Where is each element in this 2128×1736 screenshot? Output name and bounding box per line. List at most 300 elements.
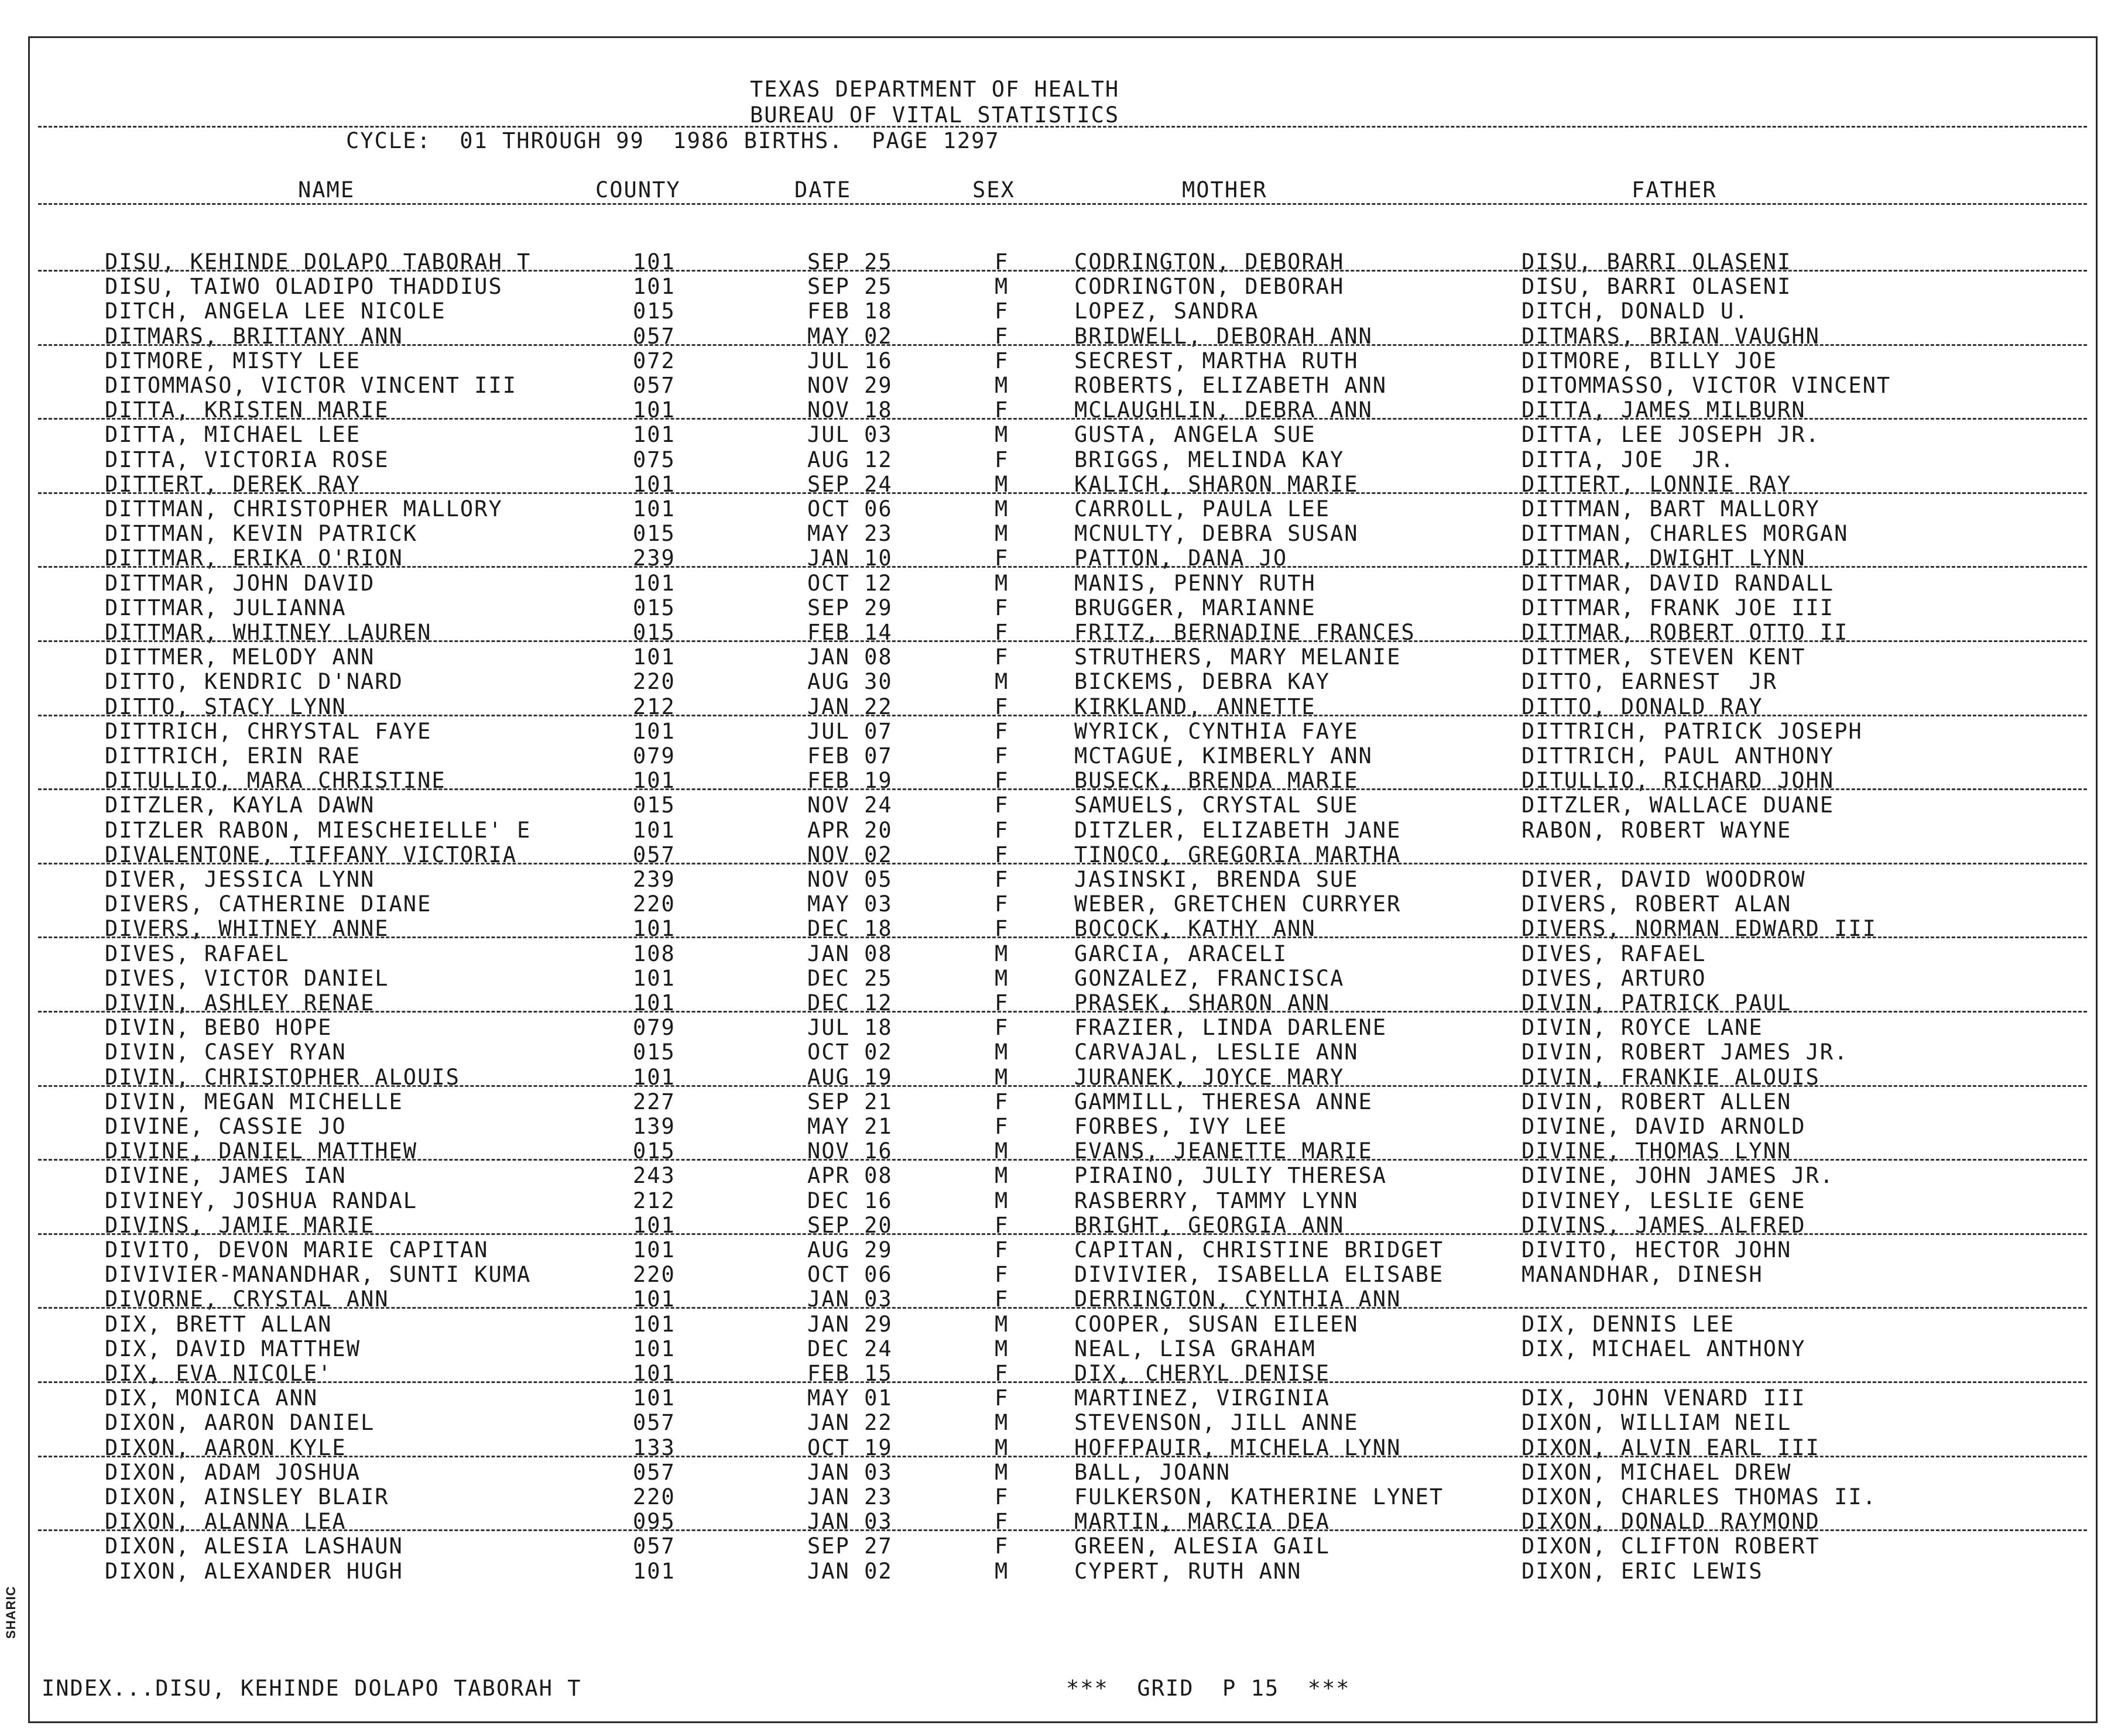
cell-name: DIXON, AINSLEY BLAIR (105, 1484, 389, 1509)
cell-mother: PATTON, DANA JO (1074, 545, 1288, 571)
cell-date: FEB 07 (807, 743, 893, 768)
table-row (30, 448, 2099, 472)
cell-name: DITMARS, BRITTANY ANN (105, 323, 403, 349)
cell-father: DIXON, ERIC LEWIS (1522, 1558, 1763, 1584)
table-row (30, 744, 2099, 768)
cell-date: SEP 25 (807, 249, 893, 275)
cell-date: SEP 29 (807, 595, 893, 620)
footer-grid-label: *** GRID P 15 *** (1066, 1676, 1351, 1701)
cell-mother: MCTAGUE, KIMBERLY ANN (1074, 743, 1373, 768)
cell-date: JAN 08 (807, 941, 893, 966)
cell-father: DIVES, RAFAEL (1522, 941, 1706, 966)
cell-county: 057 (633, 1459, 676, 1485)
cell-father: DIVIN, ROBERT JAMES JR. (1522, 1039, 1849, 1065)
cell-date: OCT 06 (807, 1262, 893, 1288)
cell-county: 095 (633, 1509, 676, 1535)
cell-mother: EVANS, JEANETTE MARIE (1074, 1138, 1373, 1164)
cell-sex: F (995, 1385, 1009, 1411)
cell-name: DIX, MONICA ANN (105, 1385, 318, 1411)
cell-father: DIVITO, HECTOR JOHN (1522, 1237, 1792, 1262)
cell-county: 101 (633, 422, 676, 448)
cell-date: JAN 22 (807, 694, 893, 719)
cell-date: MAY 01 (807, 1385, 893, 1411)
cell-county: 079 (633, 1015, 676, 1041)
cell-sex: M (995, 1558, 1009, 1584)
cell-sex: F (995, 1237, 1009, 1262)
cell-date: JAN 03 (807, 1509, 893, 1535)
cell-sex: F (995, 867, 1009, 892)
cell-mother: NEAL, LISA GRAHAM (1074, 1336, 1316, 1361)
cell-county: 243 (633, 1163, 676, 1189)
cell-name: DISU, KEHINDE DOLAPO TABORAH T (105, 249, 532, 275)
cell-name: DIVIVIER-MANANDHAR, SUNTI KUMA (105, 1262, 532, 1288)
cell-date: JAN 08 (807, 644, 893, 670)
row-separator (38, 1011, 2087, 1013)
cell-date: OCT 19 (807, 1435, 893, 1460)
cell-father: DIVINE, JOHN JAMES JR. (1522, 1163, 1835, 1189)
cell-sex: M (995, 1039, 1009, 1065)
cell-mother: GAMMILL, THERESA ANNE (1074, 1089, 1373, 1114)
cell-father: DITTRICH, PAUL ANTHONY (1522, 743, 1835, 768)
cell-name: DIVIN, MEGAN MICHELLE (105, 1089, 403, 1114)
cell-mother: COOPER, SUSAN EILEEN (1074, 1311, 1359, 1337)
row-separator (38, 1085, 2087, 1087)
cell-name: DITOMMASO, VICTOR VINCENT III (105, 373, 518, 398)
cell-name: DIVIN, CASEY RYAN (105, 1039, 347, 1065)
table-row (30, 1189, 2099, 1213)
table-row (30, 275, 2099, 299)
cell-sex: M (995, 941, 1009, 966)
cell-name: DITTMAN, CHRISTOPHER MALLORY (105, 496, 503, 522)
cell-date: FEB 18 (807, 299, 893, 324)
cell-name: DITTMAR, JOHN DAVID (105, 570, 375, 596)
cell-date: APR 08 (807, 1163, 893, 1189)
cell-name: DIX, DAVID MATTHEW (105, 1336, 361, 1361)
cell-mother: SAMUELS, CRYSTAL SUE (1074, 792, 1359, 818)
cell-name: DIVES, VICTOR DANIEL (105, 965, 389, 991)
table-row (30, 645, 2099, 670)
cell-name: DITTMAR, ERIKA O'RION (105, 545, 403, 571)
cell-county: 227 (633, 1089, 676, 1114)
row-separator (38, 344, 2087, 346)
cell-father: DITTMAR, FRANK JOE III (1522, 595, 1835, 620)
table-row (30, 1238, 2099, 1262)
table-row (30, 1559, 2099, 1584)
cell-name: DIVINE, JAMES IAN (105, 1163, 347, 1189)
cell-sex: F (995, 1114, 1009, 1139)
cell-name: DIVINEY, JOSHUA RANDAL (105, 1188, 418, 1213)
cell-mother: FRITZ, BERNADINE FRANCES (1074, 620, 1416, 645)
cell-date: AUG 30 (807, 669, 893, 695)
cell-father: DIXON, ALVIN EARL III (1522, 1435, 1820, 1460)
cell-sex: M (995, 471, 1009, 497)
row-separator (38, 715, 2087, 716)
cell-sex: M (995, 373, 1009, 398)
row-separator (38, 640, 2087, 642)
table-row (30, 942, 2099, 966)
cell-sex: F (995, 817, 1009, 843)
cell-sex: F (995, 1212, 1009, 1238)
table-row (30, 1411, 2099, 1435)
cell-father: DIVINEY, LESLIE GENE (1522, 1188, 1806, 1213)
cell-county: 072 (633, 348, 676, 373)
cell-date: APR 20 (807, 817, 893, 843)
cell-mother: ROBERTS, ELIZABETH ANN (1074, 373, 1387, 398)
cell-sex: M (995, 422, 1009, 448)
cell-father: DITTA, JOE JR. (1522, 447, 1735, 472)
cell-county: 101 (633, 817, 676, 843)
cell-name: DITTO, STACY LYNN (105, 694, 347, 719)
row-separator (38, 1529, 2087, 1531)
cell-date: JUL 16 (807, 348, 893, 373)
cell-father: DIVINE, DAVID ARNOLD (1522, 1114, 1806, 1139)
cell-county: 015 (633, 299, 676, 324)
cell-date: FEB 14 (807, 620, 893, 645)
row-separator (38, 788, 2087, 790)
cell-county: 101 (633, 1212, 676, 1238)
cell-county: 101 (633, 1064, 676, 1090)
cell-county: 101 (633, 249, 676, 275)
cell-sex: F (995, 644, 1009, 670)
cell-county: 101 (633, 768, 676, 794)
table-row (30, 1386, 2099, 1411)
cell-county: 239 (633, 545, 676, 571)
cell-date: OCT 02 (807, 1039, 893, 1065)
cell-date: OCT 06 (807, 496, 893, 522)
cell-name: DITTRICH, CHRYSTAL FAYE (105, 718, 432, 744)
cell-mother: TINOCO, GREGORIA MARTHA (1074, 842, 1401, 867)
cell-county: 057 (633, 323, 676, 349)
cell-county: 101 (633, 1558, 676, 1584)
cell-sex: F (995, 1361, 1009, 1386)
cell-county: 101 (633, 496, 676, 522)
cell-date: JAN 03 (807, 1459, 893, 1485)
cell-name: DITTO, KENDRIC D'NARD (105, 669, 403, 695)
cell-name: DITTRICH, ERIN RAE (105, 743, 361, 768)
agency-title: TEXAS DEPARTMENT OF HEALTH (750, 77, 1120, 102)
row-separator (38, 1456, 2087, 1457)
cell-date: DEC 18 (807, 916, 893, 942)
cell-sex: M (995, 1311, 1009, 1337)
cell-name: DIVITO, DEVON MARIE CAPITAN (105, 1237, 489, 1262)
cell-name: DIVERS, WHITNEY ANNE (105, 916, 389, 942)
cell-name: DIVIN, ASHLEY RENAE (105, 990, 375, 1015)
table-row (30, 596, 2099, 620)
document-sheet (28, 36, 2098, 1723)
row-separator (38, 936, 2087, 938)
cell-county: 108 (633, 941, 676, 966)
cell-father: DIVINS, JAMES ALFRED (1522, 1212, 1806, 1238)
cell-date: FEB 19 (807, 768, 893, 794)
cell-father: DIVIN, FRANKIE ALOUIS (1522, 1064, 1820, 1090)
cell-sex: F (995, 1089, 1009, 1114)
table-row (30, 299, 2099, 324)
cell-father: DITTMAN, BART MALLORY (1522, 496, 1820, 522)
table-row (30, 349, 2099, 373)
cell-date: DEC 12 (807, 990, 893, 1015)
cell-father: DITZLER, WALLACE DUANE (1522, 792, 1835, 818)
cell-father: DIVIN, ROBERT ALLEN (1522, 1089, 1792, 1114)
cell-county: 015 (633, 1138, 676, 1164)
cell-date: JAN 10 (807, 545, 893, 571)
row-separator (38, 270, 2087, 272)
cell-county: 220 (633, 1262, 676, 1288)
cell-county: 101 (633, 1311, 676, 1337)
cell-county: 101 (633, 916, 676, 942)
cell-county: 133 (633, 1435, 676, 1460)
cell-date: NOV 29 (807, 373, 893, 398)
cell-date: AUG 19 (807, 1064, 893, 1090)
cell-mother: JURANEK, JOYCE MARY (1074, 1064, 1345, 1090)
cell-county: 075 (633, 447, 676, 472)
cell-date: SEP 21 (807, 1089, 893, 1114)
cell-sex: F (995, 1509, 1009, 1535)
cell-county: 220 (633, 891, 676, 917)
cell-father: DIVIN, ROYCE LANE (1522, 1015, 1763, 1041)
cell-mother: WEBER, GRETCHEN CURRYER (1074, 891, 1401, 917)
cell-sex: F (995, 694, 1009, 719)
cell-mother: HOFFPAUIR, MICHELA LYNN (1074, 1435, 1401, 1460)
cell-mother: STEVENSON, JILL ANNE (1074, 1410, 1359, 1436)
table-row (30, 423, 2099, 447)
cell-mother: KIRKLAND, ANNETTE (1074, 694, 1316, 719)
cell-mother: MANIS, PENNY RUTH (1074, 570, 1316, 596)
row-separator (38, 418, 2087, 420)
cell-mother: CODRINGTON, DEBORAH (1074, 249, 1345, 275)
cell-father: DITTRICH, PATRICK JOSEPH (1522, 718, 1863, 744)
cell-father: DITTMAR, DAVID RANDALL (1522, 570, 1835, 596)
cell-sex: M (995, 1064, 1009, 1090)
cell-date: SEP 25 (807, 274, 893, 300)
row-separator (38, 492, 2087, 494)
cell-father: DITTMAR, ROBERT OTTO II (1522, 620, 1849, 645)
cell-mother: BALL, JOANN (1074, 1459, 1231, 1485)
column-header-date: DATE (794, 177, 852, 203)
table-row (30, 1485, 2099, 1509)
cell-father: DITTO, DONALD RAY (1522, 694, 1763, 719)
cell-father: DIVES, ARTURO (1522, 965, 1706, 991)
row-separator (38, 1233, 2087, 1235)
cell-name: DIXON, AARON DANIEL (105, 1410, 375, 1436)
cell-name: DIVES, RAFAEL (105, 941, 290, 966)
cell-date: MAY 02 (807, 323, 893, 349)
cell-sex: M (995, 521, 1009, 547)
cell-mother: CYPERT, RUTH ANN (1074, 1558, 1302, 1584)
cell-county: 015 (633, 595, 676, 620)
cell-sex: M (995, 1188, 1009, 1213)
cell-name: DITTERT, DEREK RAY (105, 471, 361, 497)
cell-name: DITZLER, KAYLA DAWN (105, 792, 375, 818)
table-row (30, 1114, 2099, 1139)
cell-father: DIXON, WILLIAM NEIL (1522, 1410, 1792, 1436)
cell-county: 015 (633, 1039, 676, 1065)
cell-sex: F (995, 891, 1009, 917)
cell-mother: GARCIA, ARACELI (1074, 941, 1288, 966)
table-row (30, 497, 2099, 522)
cell-mother: PRASEK, SHARON ANN (1074, 990, 1330, 1015)
cell-sex: M (995, 669, 1009, 695)
cell-sex: F (995, 842, 1009, 867)
column-header-name: NAME (298, 177, 355, 203)
cell-date: JAN 22 (807, 1410, 893, 1436)
table-row (30, 892, 2099, 917)
table-row (30, 1015, 2099, 1040)
cell-date: NOV 02 (807, 842, 893, 867)
cell-date: MAY 03 (807, 891, 893, 917)
row-separator (38, 1159, 2087, 1161)
cell-mother: DIVIVIER, ISABELLA ELISABE (1074, 1262, 1444, 1288)
cell-mother: DIX, CHERYL DENISE (1074, 1361, 1330, 1386)
cell-name: DIVINE, DANIEL MATTHEW (105, 1138, 418, 1164)
cell-name: DIXON, AARON KYLE (105, 1435, 347, 1460)
cell-name: DIVIN, CHRISTOPHER ALOUIS (105, 1064, 460, 1090)
table-row (30, 373, 2099, 398)
cell-mother: BRUGGER, MARIANNE (1074, 595, 1316, 620)
cell-county: 101 (633, 990, 676, 1015)
cell-sex: F (995, 768, 1009, 794)
cell-name: DITZLER RABON, MIESCHEIELLE' E (105, 817, 532, 843)
cell-sex: M (995, 1410, 1009, 1436)
cell-father: DISU, BARRI OLASENI (1522, 249, 1792, 275)
cell-mother: DERRINGTON, CYNTHIA ANN (1074, 1286, 1401, 1312)
column-header-divider (38, 203, 2087, 205)
cell-mother: GREEN, ALESIA GAIL (1074, 1533, 1330, 1559)
cell-date: SEP 27 (807, 1533, 893, 1559)
cell-date: JAN 03 (807, 1286, 893, 1312)
cell-name: DITTMAN, KEVIN PATRICK (105, 521, 418, 547)
cell-sex: M (995, 1336, 1009, 1361)
cell-sex: F (995, 916, 1009, 942)
cell-sex: M (995, 570, 1009, 596)
cell-name: DIX, BRETT ALLAN (105, 1311, 333, 1337)
cell-name: DIVER, JESSICA LYNN (105, 867, 375, 892)
cell-sex: F (995, 1262, 1009, 1288)
cell-name: DIXON, ADAM JOSHUA (105, 1459, 361, 1485)
cell-mother: MARTINEZ, VIRGINIA (1074, 1385, 1330, 1411)
cell-father: DITTMAN, CHARLES MORGAN (1522, 521, 1849, 547)
cell-sex: F (995, 249, 1009, 275)
cell-name: DITTMER, MELODY ANN (105, 644, 375, 670)
cell-sex: F (995, 743, 1009, 768)
cell-sex: F (995, 718, 1009, 744)
cell-date: NOV 24 (807, 792, 893, 818)
cell-mother: CARROLL, PAULA LEE (1074, 496, 1330, 522)
cell-date: JAN 02 (807, 1558, 893, 1584)
bureau-title: BUREAU OF VITAL STATISTICS (750, 102, 1120, 128)
cell-county: 015 (633, 792, 676, 818)
cell-mother: MCLAUGHLIN, DEBRA ANN (1074, 397, 1373, 423)
cell-father: DITTMER, STEVEN KENT (1522, 644, 1806, 670)
cell-father: DIVER, DAVID WOODROW (1522, 867, 1806, 892)
cell-sex: F (995, 299, 1009, 324)
row-separator (38, 1307, 2087, 1309)
cell-father: DITTMAR, DWIGHT LYNN (1522, 545, 1806, 571)
cell-sex: F (995, 1286, 1009, 1312)
cell-date: DEC 16 (807, 1188, 893, 1213)
cell-name: DIVINS, JAMIE MARIE (105, 1212, 375, 1238)
table-row (30, 1534, 2099, 1559)
cell-date: MAY 21 (807, 1114, 893, 1139)
cell-sex: M (995, 1459, 1009, 1485)
cell-father: DIXON, MICHAEL DREW (1522, 1459, 1792, 1485)
cell-sex: F (995, 595, 1009, 620)
cell-mother: KALICH, SHARON MARIE (1074, 471, 1359, 497)
cell-mother: JASINSKI, BRENDA SUE (1074, 867, 1359, 892)
cell-father: DITMARS, BRIAN VAUGHN (1522, 323, 1820, 349)
cell-date: AUG 29 (807, 1237, 893, 1262)
cell-mother: RASBERRY, TAMMY LYNN (1074, 1188, 1359, 1213)
cell-county: 220 (633, 1484, 676, 1509)
cell-mother: GONZALEZ, FRANCISCA (1074, 965, 1345, 991)
cell-mother: MCNULTY, DEBRA SUSAN (1074, 521, 1359, 547)
cell-father: DITMORE, BILLY JOE (1522, 348, 1777, 373)
cell-date: SEP 20 (807, 1212, 893, 1238)
table-row (30, 670, 2099, 694)
cycle-line: CYCLE: 01 THROUGH 99 1986 BIRTHS. PAGE 1297 (346, 128, 1000, 153)
cell-sex: F (995, 792, 1009, 818)
header-divider (38, 126, 2087, 128)
cell-name: DITCH, ANGELA LEE NICOLE (105, 299, 446, 324)
table-row (30, 793, 2099, 818)
cell-name: DIXON, ALANNA LEA (105, 1509, 347, 1535)
cell-sex: F (995, 1484, 1009, 1509)
cell-sex: M (995, 274, 1009, 300)
cell-sex: F (995, 990, 1009, 1015)
cell-father: DIVIN, PATRICK PAUL (1522, 990, 1792, 1015)
cell-sex: M (995, 1435, 1009, 1460)
cell-county: 057 (633, 1410, 676, 1436)
cell-date: JUL 07 (807, 718, 893, 744)
cell-mother: BOCOCK, KATHY ANN (1074, 916, 1316, 942)
cell-father: DITTERT, LONNIE RAY (1522, 471, 1792, 497)
cell-mother: BICKEMS, DEBRA KAY (1074, 669, 1330, 695)
cell-name: DIXON, ALEXANDER HUGH (105, 1558, 403, 1584)
table-row (30, 1164, 2099, 1188)
cell-mother: CAPITAN, CHRISTINE BRIDGET (1074, 1237, 1444, 1262)
cell-mother: FRAZIER, LINDA DARLENE (1074, 1015, 1387, 1041)
cell-county: 101 (633, 965, 676, 991)
cell-county: 101 (633, 1385, 676, 1411)
side-label: SHARIC (4, 1586, 18, 1639)
cell-father: DIVINE, THOMAS LYNN (1522, 1138, 1792, 1164)
footer-index: INDEX...DISU, KEHINDE DOLAPO TABORAH T (42, 1676, 582, 1701)
cell-sex: F (995, 348, 1009, 373)
cell-mother: BUSECK, BRENDA MARIE (1074, 768, 1359, 794)
cell-father: DIVERS, NORMAN EDWARD III (1522, 916, 1877, 942)
cell-name: DITTA, MICHAEL LEE (105, 422, 361, 448)
cell-name: DITTA, VICTORIA ROSE (105, 447, 389, 472)
cell-county: 139 (633, 1114, 676, 1139)
cell-father: DIX, JOHN VENARD III (1522, 1385, 1806, 1411)
cell-father: DITULLIO, RICHARD JOHN (1522, 768, 1835, 794)
cell-county: 101 (633, 570, 676, 596)
cell-date: DEC 25 (807, 965, 893, 991)
cell-mother: CODRINGTON, DEBORAH (1074, 274, 1345, 300)
cell-date: AUG 12 (807, 447, 893, 472)
column-header-sex: SEX (972, 177, 1015, 203)
cell-mother: BRIDWELL, DEBORAH ANN (1074, 323, 1373, 349)
cell-county: 101 (633, 397, 676, 423)
cell-mother: MARTIN, MARCIA DEA (1074, 1509, 1330, 1535)
cell-date: SEP 24 (807, 471, 893, 497)
table-row (30, 571, 2099, 596)
cell-county: 101 (633, 718, 676, 744)
cell-name: DISU, TAIWO OLADIPO THADDIUS (105, 274, 503, 300)
cell-mother: SECREST, MARTHA RUTH (1074, 348, 1359, 373)
cell-father: DITOMMASSO, VICTOR VINCENT (1522, 373, 1891, 398)
row-separator (38, 566, 2087, 568)
cell-sex: M (995, 496, 1009, 522)
